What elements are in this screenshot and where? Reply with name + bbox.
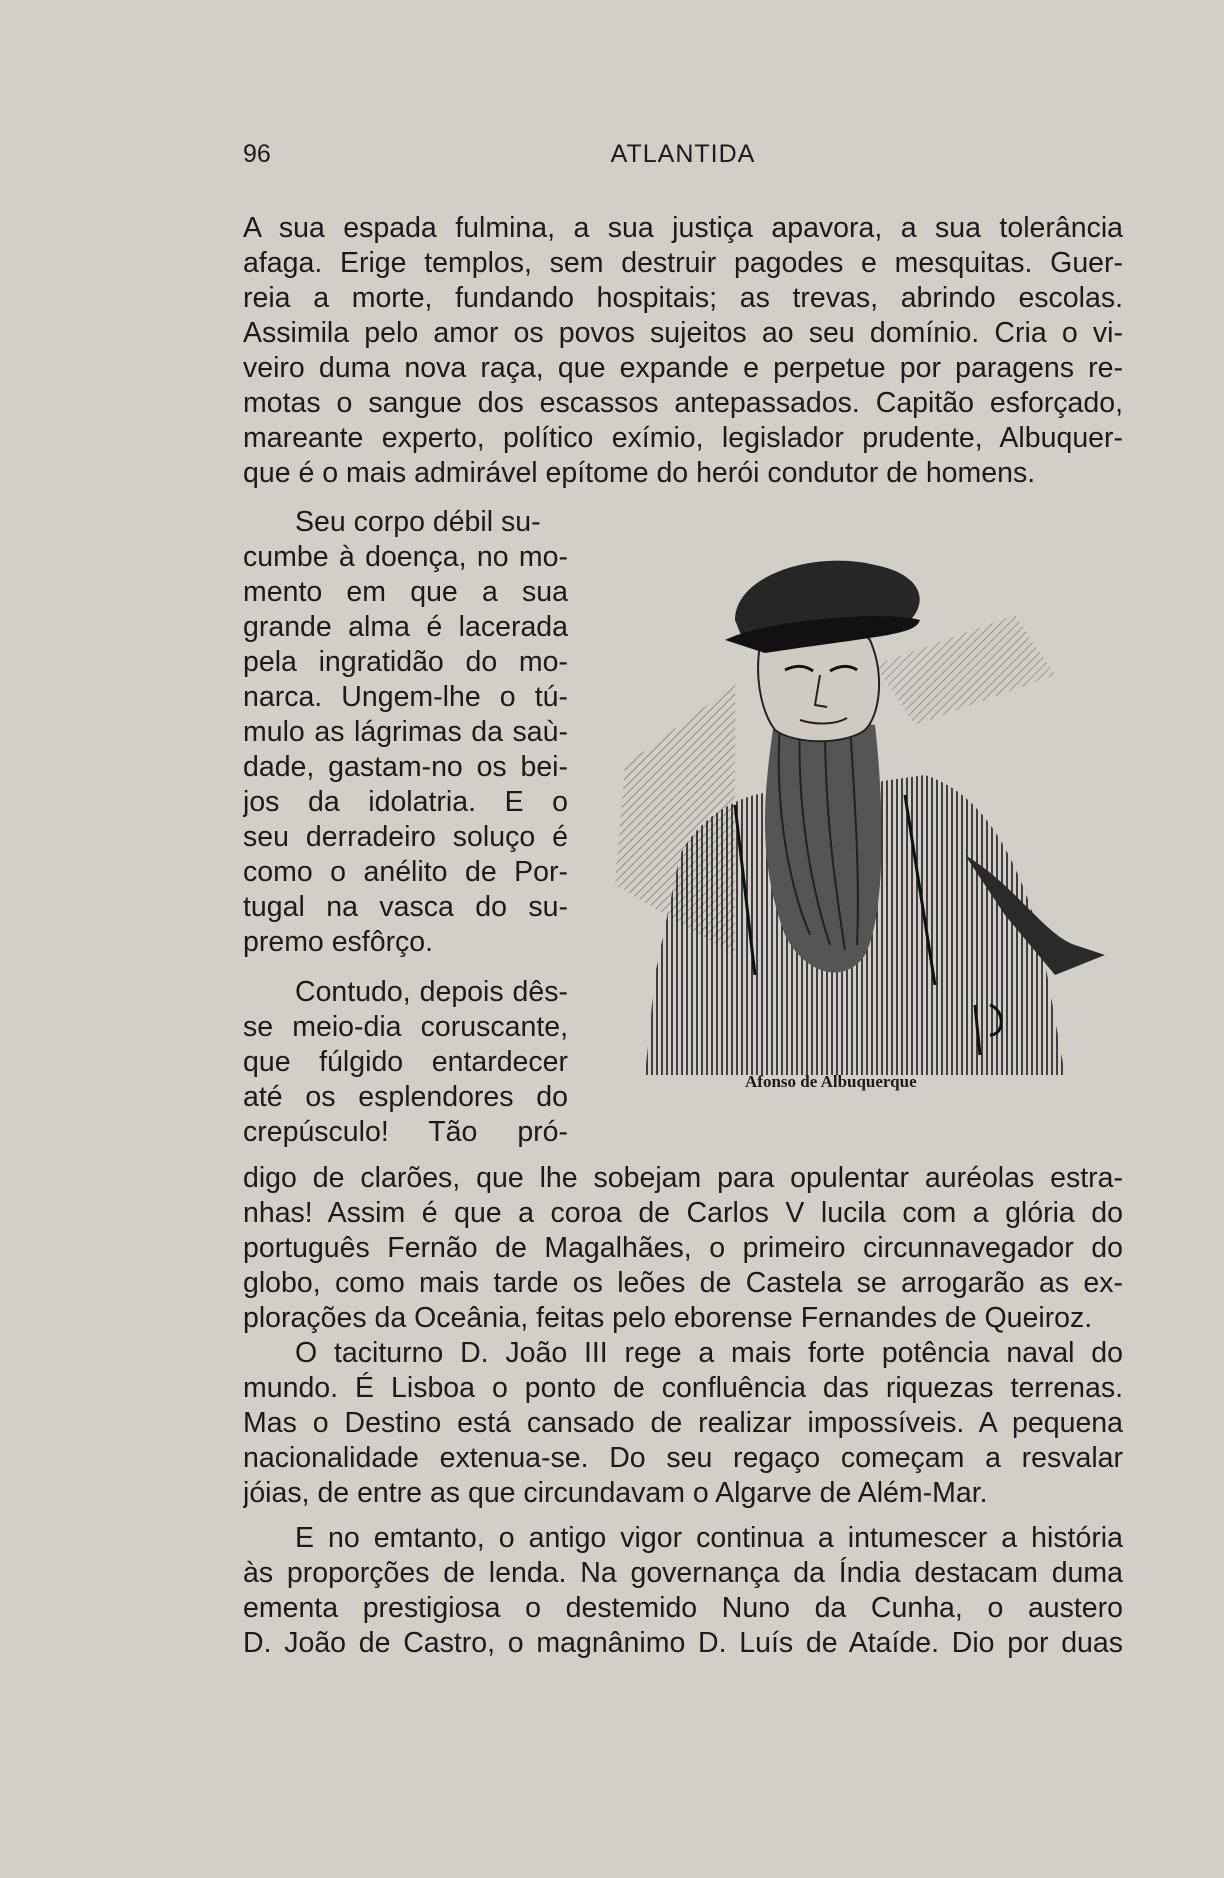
text-line: digo de clarões, que lhe sobejam para opulentar auréolas estra-: [243, 1162, 1123, 1194]
text-line: jóias, de entre as que circundavam o Algarve de Além-Mar.: [243, 1477, 988, 1509]
text-line: Contudo, depois dês-: [295, 976, 568, 1008]
text-line: como o anélito de Por-: [243, 856, 568, 888]
text-line: premo esfôrço.: [243, 926, 434, 958]
text-line: mento em que a sua: [243, 576, 568, 608]
text-line: seu derradeiro soluço é: [243, 821, 568, 853]
text-line: nhas! Assim é que a coroa de Carlos V lucila com a glória do: [243, 1197, 1123, 1229]
text-line: português Fernão de Magalhães, o primeiro circunnavegador do: [243, 1232, 1123, 1264]
text-line: até os esplendores do: [243, 1081, 568, 1113]
running-title: ATLANTIDA: [610, 140, 756, 168]
text-line: que é o mais admirável epítome do herói condutor de homens.: [243, 457, 1036, 489]
text-line: às proporções de lenda. Na governança da Índia destacam duma: [243, 1557, 1123, 1589]
text-line: afaga. Erige templos, sem destruir pagodes e mesquitas. Guer-: [243, 247, 1123, 279]
text-line: se meio-dia coruscante,: [243, 1011, 568, 1043]
text-line: dade, gastam-no os bei-: [243, 751, 568, 783]
text-line: globo, como mais tarde os leões de Castela se arrogarão as ex-: [243, 1267, 1123, 1299]
text-line: E no emtanto, o antigo vigor continua a intumescer a história: [295, 1522, 1123, 1554]
albuquerque-portrait-illustration: [585, 555, 1130, 1075]
page-number: 96: [243, 140, 271, 168]
text-line: plorações da Oceânia, feitas pelo eborense Fernandes de Queiroz.: [243, 1302, 1093, 1334]
text-line: reia a morte, fundando hospitais; as trevas, abrindo escolas.: [243, 282, 1123, 314]
text-line: veiro duma nova raça, que expande e perpetue por paragens re-: [243, 352, 1123, 384]
text-line: pela ingratidão do mo-: [243, 646, 568, 678]
text-line: A sua espada fulmina, a sua justiça apavora, a sua tolerância: [243, 212, 1123, 244]
text-line: Seu corpo débil su-: [295, 506, 541, 538]
text-line: crepúsculo! Tão pró-: [243, 1116, 568, 1148]
text-line: Mas o Destino está cansado de realizar impossíveis. A pequena: [243, 1407, 1123, 1439]
text-line: mulo as lágrimas da saù-: [243, 716, 568, 748]
text-line: mundo. É Lisboa o ponto de confluência das riquezas terrenas.: [243, 1372, 1123, 1404]
text-line: D. João de Castro, o magnânimo D. Luís de Ataíde. Dio por duas: [243, 1627, 1123, 1659]
text-line: mareante experto, político exímio, legislador prudente, Albuquer-: [243, 422, 1123, 454]
text-line: nacionalidade extenua-se. Do seu regaço começam a resvalar: [243, 1442, 1123, 1474]
text-line: jos da idolatria. E o: [243, 786, 568, 818]
text-line: cumbe à doença, no mo-: [243, 541, 568, 573]
text-line: que fúlgido entardecer: [243, 1046, 568, 1078]
text-line: O taciturno D. João III rege a mais forte potência naval do: [295, 1337, 1123, 1369]
text-line: narca. Ungem-lhe o tú-: [243, 681, 568, 713]
text-line: Assimila pelo amor os povos sujeitos ao seu domínio. Cria o vi-: [243, 317, 1123, 349]
figure-caption: Afonso de Albuquerque: [745, 1072, 917, 1091]
text-line: tugal na vasca do su-: [243, 891, 568, 923]
text-line: ementa prestigiosa o destemido Nuno da Cunha, o austero: [243, 1592, 1123, 1624]
text-line: motas o sangue dos escassos antepassados. Capitão esforçado,: [243, 387, 1123, 419]
text-line: grande alma é lacerada: [243, 611, 568, 643]
running-header: [243, 140, 1123, 180]
